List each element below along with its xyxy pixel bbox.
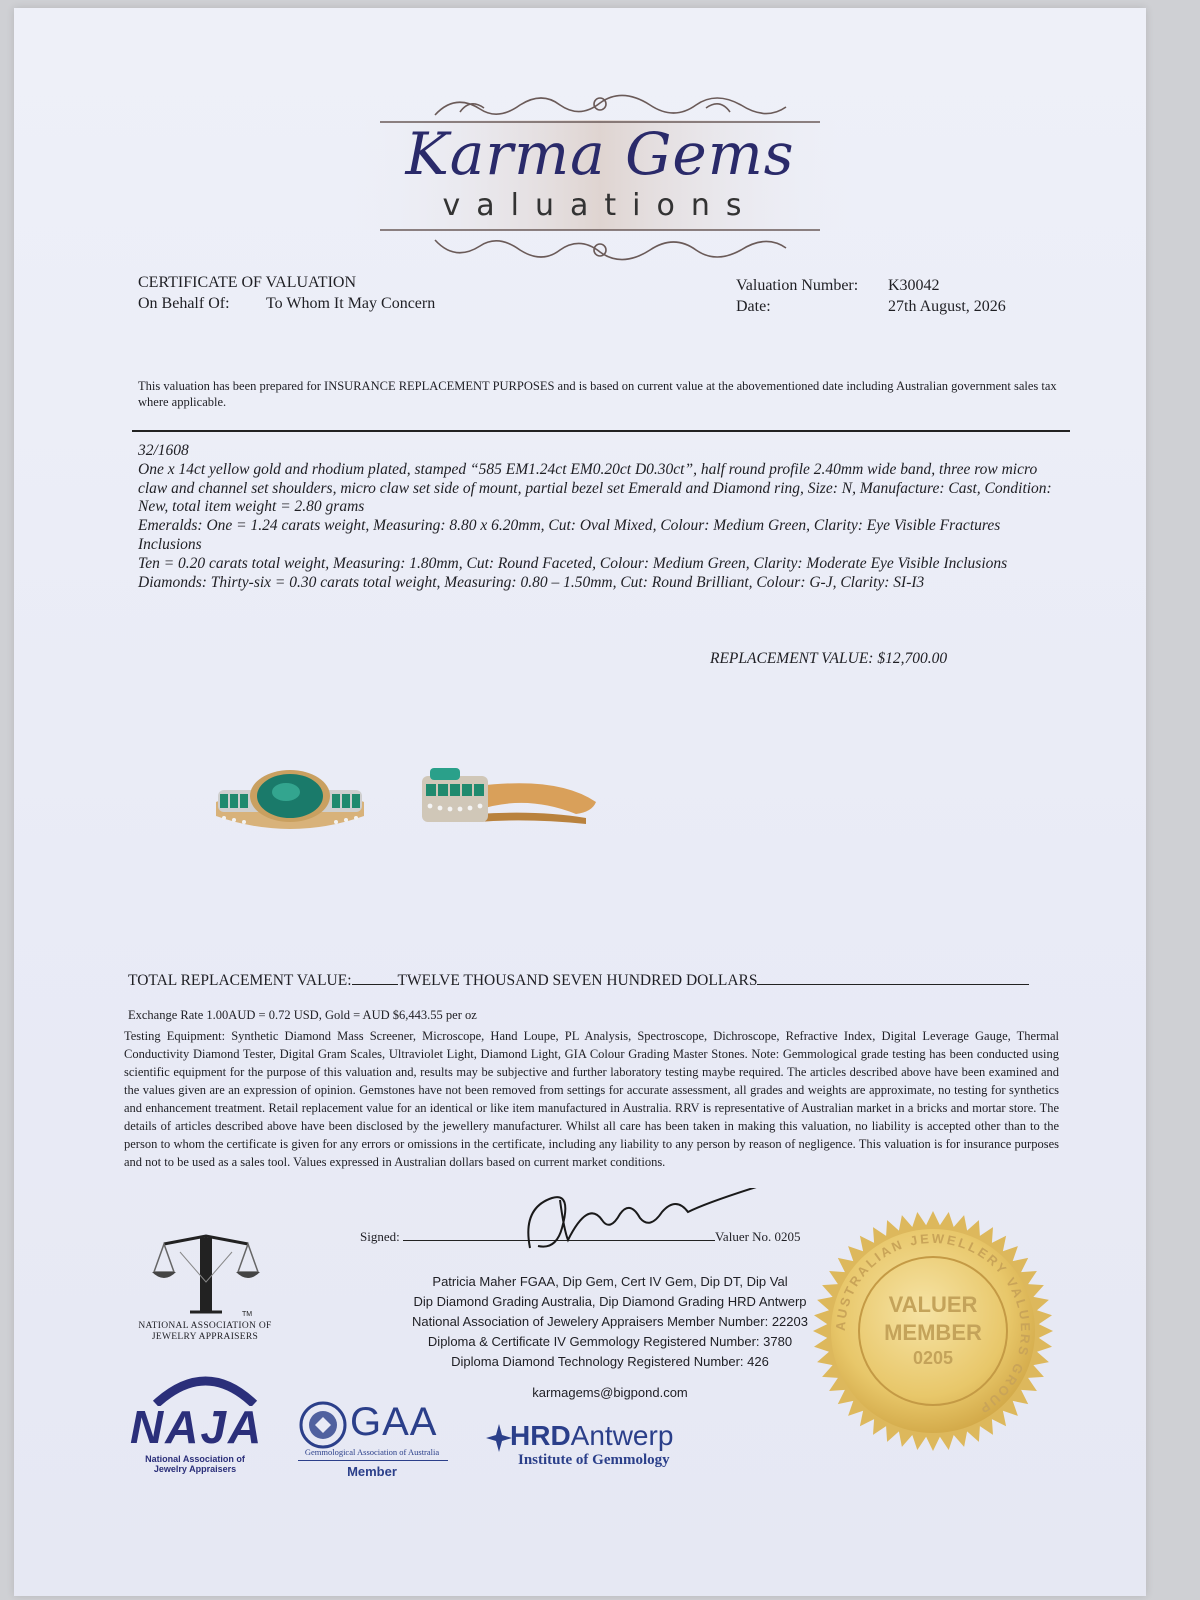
total-trailing-line [757,970,1029,985]
header-left [138,272,435,314]
seal-ring-text: AUSTRALIAN JEWELLERY VALUERS GROUP [832,1230,1034,1418]
item-text: One x 14ct yellow gold and rhodium plated, stamped “585 EM1.24ct EM0.20ct D0.30ct”, half round profile 2.40mm wide band, three row micro claw and channel set shoulders, micro claw set side of mount, partial bezel set Emerald and Diamond ring, Size: N, Manufacture: Cast, Condition: New, total item weight = 2.80 grams [138,460,1052,516]
valuer-member-seal [812,1210,1054,1452]
seal-line-3: 0205 [912,1348,954,1368]
emeralds-text: Emeralds: One = 1.24 carats weight, Measuring: 8.80 x 6.20mm, Cut: Oval Mixed, Colour: Medium Green, Clarity: Eye Visible Fractures Inclusions [138,517,1001,553]
signed-label: Signed: [360,1229,400,1244]
valuer-line-2: Dip Diamond Grading Australia, Dip Diamond Grading HRD Antwerp [413,1294,807,1309]
total-label: TOTAL REPLACEMENT VALUE: [128,972,352,989]
hrd-logo-light: Antwerp [570,1420,674,1451]
naja-logo-text: NAJA [130,1401,264,1453]
item-ref: 32/1608 [138,442,189,459]
naa-label: NATIONAL ASSOCIATION OF JEWELRY APPRAISERS [138,1321,272,1342]
valuer-number: Valuer No. 0205 [714,1229,801,1244]
valuation-number-value: K30042 [888,277,940,294]
ten-emeralds-text: Ten = 0.20 carats total weight, Measuring: 1.80mm, Cut: Round Faceted, Colour: Medium Green, Clarity: Moderate Eye Visible Inclusions [138,554,1008,572]
hrd-subtitle: Institute of Gemmology [518,1452,670,1468]
naa-tm: TM [242,1311,253,1318]
valuer-line-4: Diploma & Certificate IV Gemmology Registered Number: 3780 [427,1334,793,1349]
ring-front-photo [210,762,370,832]
divider-rule [132,430,1070,432]
hrd-star-icon [486,1424,512,1452]
item-description [138,442,1063,592]
intro-text: This valuation has been prepared for INSURANCE REPLACEMENT PURPOSES and is based on current value at the abovementioned date including Australian government sales tax where applicable. [138,379,1057,409]
valuer-line-5: Diploma Diamond Technology Registered Number: 426 [451,1354,769,1369]
behalf-label: On Behalf Of: [138,295,230,312]
hrd-logo-bold: HRD [510,1420,571,1451]
valuer-line-3: National Association of Jewelery Appraisers Member Number: 22203 [412,1314,808,1329]
naja-subtitle: National Association of Jewelry Appraisers [145,1454,245,1474]
behalf-value: To Whom It May Concern [266,295,436,312]
gaa-divider [298,1460,448,1461]
total-replacement [128,970,1058,990]
gaa-subtitle: Gemmological Association of Australia [304,1447,440,1457]
total-value: TWELVE THOUSAND SEVEN HUNDRED DOLLARS [397,972,758,989]
valuer-email: karmagems@bigpond.com [532,1385,688,1400]
header-right [736,275,1006,317]
date-label: Date: [736,298,771,315]
certificate-title: CERTIFICATE OF VALUATION [138,274,357,291]
gaa-emblem-icon [298,1400,348,1450]
date-value: 27th August, 2026 [888,298,1006,315]
valuation-number-label: Valuation Number: [736,277,859,294]
valuer-details [360,1272,860,1372]
karma-gems-logo [340,90,860,270]
total-blank-line [352,970,398,985]
valuer-line-1: Patricia Maher FGAA, Dip Gem, Cert IV Gem, Dip DT, Dip Val [432,1274,788,1289]
seal-line-2: MEMBER [884,1320,982,1345]
replacement-value: REPLACEMENT VALUE: $12,700.00 [710,650,948,667]
diamonds-text: Diamonds: Thirty-six = 0.30 carats total weight, Measuring: 0.80 – 1.50mm, Cut: Round Brilliant, Colour: G-J, Clarity: SI-I3 [138,573,925,591]
hrd-logo-text [510,1420,673,1452]
logo-sub-text: valuations [442,188,758,223]
ring-side-photo [418,762,598,832]
exchange-rate: Exchange Rate 1.00AUD = 0.72 USD, Gold = AUD $6,443.55 per oz [128,1008,477,1022]
handwritten-signature [500,1188,800,1258]
logo-script-text: Karma Gems [405,120,795,188]
scales-icon [150,1232,262,1324]
gaa-member: Member [347,1464,397,1479]
gaa-logo-text: GAA [350,1400,438,1444]
seal-line-1: VALUER [888,1292,978,1317]
testing-equipment: Testing Equipment: Synthetic Diamond Mass Screener, Microscope, Hand Loupe, PL Analysis, Spectroscope, Dichroscope, Refractive Index, Digital Leverage Gauge, Thermal Conductivity Diamond Tester, Digital Gram Scales, Ultraviolet Light, Diamond Light, GIA Colour Grading Master Stones. Note: Gemmological grade testing has been conducted using scientific equipment for the purpose of this valuation and, results may be subjective and further laboratory testing maybe required. The articles described above have been examined and the values given are an expression of opinion. Gemstones have not been removed from settings for accurate assessment, all grades and weights are approximate, no testing for synthetics and enhancement treatment. Retail replacement value for an identical or like item manufactured in Australia. RRV is representative of Australian market in a bricks and mortar store. The details of articles described above have been disclosed by the jewellery manufacturer. Whilst all care has been taken in making this valuation, no liability is accepted other than to the person to whom the certificate is given for any errors or omissions in the certificate, including any liability to any person by reason of negligence. This valuation is for insurance purposes and not to be used as a sales tool. Values expressed in Australian dollars based on current market conditions. [124,1029,1059,1169]
